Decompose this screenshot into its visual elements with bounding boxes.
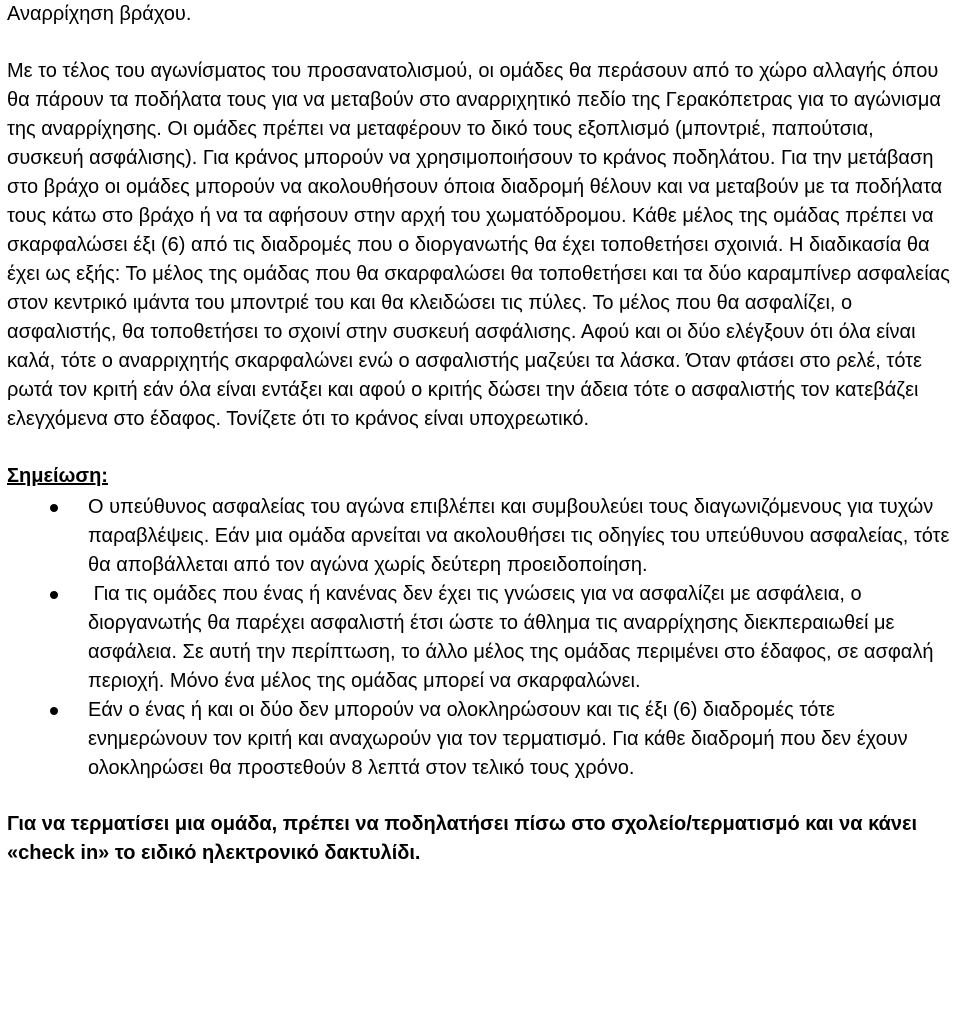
bullet-item-incomplete-routes [7,696,955,783]
intro-paragraph: Με το τέλος του αγωνίσματος του προσανατολισμού, οι ομάδες θα περάσουν από το χώρο αλλαγής όπου θα πάρουν τα ποδήλατα τους για να μεταβούν στο αναρριχητικό πεδίο της Γερακόπετρας για το αγώνισμα της αναρρίχησης. Οι ομάδες πρέπει να μεταφέρουν το δικό τους εξοπλισμό (μποντριέ, παπούτσια, συσκευή ασφάλισης). Για κράνος μπορούν να χρησιμοποιήσουν το κράνος ποδηλάτου. Για την μετάβαση στο βράχο οι ομάδες μπορούν να ακολουθήσουν όποια διαδρομή θέλουν και να μεταβούν με τα ποδήλατα τους κάτω στο βράχο ή να τα αφήσουν στην αρχή του χωματόδρομου. Κάθε μέλος της ομάδας πρέπει να σκαρφαλώσει έξι (6) από τις διαδρομές που ο διοργανωτής θα έχει τοποθετήσει σχοινιά. Η διαδικασία θα έχει ως εξής: Το μέλος της ομάδας που θα σκαρφαλώσει θα τοποθετήσει και τα δύο καραμπίνερ ασφαλείας στον κεντρικό ιμάντα του μποντριέ του και θα κλειδώσει τις πύλες. Το μέλος που θα ασφαλίζει, ο ασφαλιστής, θα τοποθετήσει το σχοινί στην συσκευή ασφάλισης. Αφού και οι δύο ελέγξουν ότι όλα είναι καλά, τότε ο αναρριχητής σκαρφαλώνει ενώ ο ασφαλιστής μαζεύει τα λάσκα. Όταν φτάσει στο ρελέ, τότε ρωτά τον κριτή εάν όλα είναι εντάξει και αφού ο κριτής δώσει την άδεια τότε ο ασφαλιστής τον κατεβάζει ελεγχόμενα στο έδαφος. Τονίζετε ότι το κράνος είναι υποχρεωτικό. [7,60,950,430]
bullet-text: Για τις ομάδες που ένας ή κανένας δεν έχει τις γνώσεις για να ασφαλίζει με ασφάλεια, ο διοργανωτής θα παρέχει ασφαλιστή έτσι ώστε το άθλημα τις αναρρίχησης διεκπεραιωθεί με ασφάλεια. Σε αυτή την περίπτωση, το άλλο μέλος της ομάδας περιμένει στο έδαφος, σε ασφαλή περιοχή. Μόνο ένα μέλος της ομάδας μπορεί να σκαρφαλώνει. [88,583,940,692]
note-heading: Σημείωση: [7,465,108,487]
bullet-icon [50,707,58,715]
bullet-text: Ο υπεύθυνος ασφαλείας του αγώνα επιβλέπει και συμβουλεύει τους διαγωνιζόμενους για τυχών παραβλέψεις. Εάν μια ομάδα αρνείται να ακολουθήσει τις οδηγίες του υπεύθυνου ασφαλείας, τότε θα αποβάλλεται από τον αγώνα χωρίς δεύτερη προειδοποίηση. [88,496,950,576]
bullet-item-belayer-provided [7,580,955,696]
document-title: Αναρρίχηση βράχου. [7,3,192,25]
note-bullet-list [7,493,955,783]
bullet-item-safety-officer [7,493,955,580]
bullet-icon [50,504,58,512]
document-page [7,0,955,868]
closing-paragraph: Για να τερματίσει μια ομάδα, πρέπει να ποδηλατήσει πίσω στο σχολείο/τερματισμό και να κάνει «check in» το ειδικό ηλεκτρονικό δακτυλίδι. [7,813,918,864]
bullet-icon [50,591,58,599]
bullet-text: Εάν ο ένας ή και οι δύο δεν μπορούν να ολοκληρώσουν και τις έξι (6) διαδρομές τότε ενημερώνουν τον κριτή και αναχωρούν για τον τερματισμό. Για κάθε διαδρομή που δεν έχουν ολοκληρώσει θα προστεθούν 8 λεπτά στον τελικό τους χρόνο. [88,699,908,779]
